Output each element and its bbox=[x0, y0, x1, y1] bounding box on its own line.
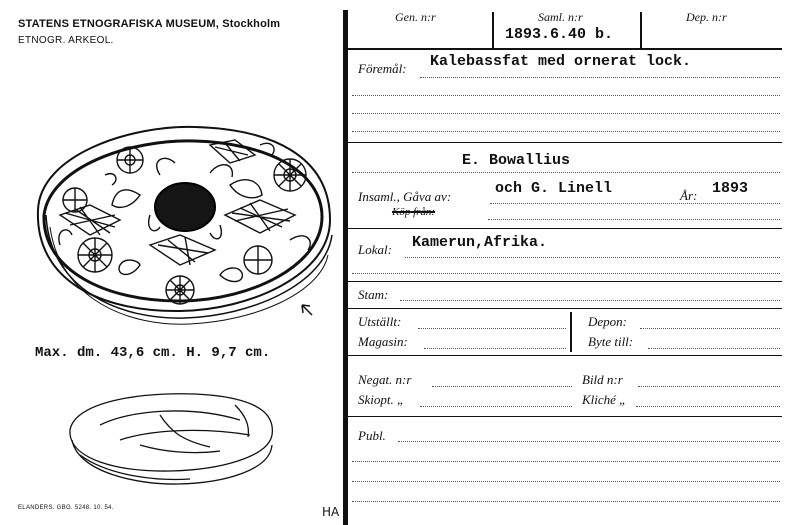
foremal-line-1 bbox=[420, 77, 780, 78]
foremal-label: Föremål: bbox=[358, 61, 407, 76]
header-rule bbox=[348, 48, 782, 50]
dep-nr-label: Dep. n:r bbox=[686, 10, 727, 24]
publ-line-3 bbox=[352, 481, 780, 482]
year-label: År: bbox=[680, 188, 698, 203]
gourd-dish-drawing bbox=[20, 115, 345, 330]
insaml-line-2 bbox=[490, 203, 780, 204]
card-divider bbox=[343, 10, 348, 525]
utstallt-label: Utställt: bbox=[358, 314, 402, 329]
publ-label: Publ. bbox=[358, 428, 386, 443]
depon-rule bbox=[348, 355, 782, 356]
printer-imprint: ELANDERS. GBG. 5248. 10. 54. bbox=[18, 505, 114, 511]
skioppt-label: Skiopt. „ bbox=[358, 392, 405, 407]
kliche-label: Kliché „ bbox=[582, 392, 627, 407]
foremal-line-3 bbox=[352, 113, 780, 114]
byte-label: Byte till: bbox=[588, 334, 634, 349]
publ-line-4 bbox=[352, 501, 780, 502]
depon-line bbox=[640, 328, 780, 329]
lokal-label: Lokal: bbox=[358, 242, 392, 257]
foremal-value: Kalebassfat med ornerat lock. bbox=[430, 53, 692, 70]
collector-line-1: E. Bowallius bbox=[462, 152, 571, 169]
saml-nr-label: Saml. n:r bbox=[538, 10, 583, 24]
dish-profile-sketch bbox=[60, 385, 285, 490]
stam-rule bbox=[348, 308, 782, 309]
stam-label: Stam: bbox=[358, 287, 389, 302]
bild-label: Bild n:r bbox=[582, 372, 623, 387]
depon-separator bbox=[570, 312, 572, 352]
museum-name: STATENS ETNOGRAFISKA MUSEUM, Stockholm bbox=[18, 18, 281, 30]
year-value: 1893 bbox=[712, 180, 749, 197]
negat-label: Negat. n:r bbox=[358, 372, 412, 387]
box-separator-2 bbox=[640, 12, 642, 48]
utstallt-line bbox=[418, 328, 566, 329]
collector-line-2: och G. Linell bbox=[495, 180, 613, 197]
publ-line-2 bbox=[352, 461, 780, 462]
box-separator-1 bbox=[492, 12, 494, 48]
lokal-line-2 bbox=[352, 273, 780, 274]
foremal-rule bbox=[348, 142, 782, 143]
negat-line bbox=[432, 386, 572, 387]
insaml-rule bbox=[348, 228, 782, 229]
struck-kop-fran: Köp från: bbox=[392, 206, 436, 218]
lokal-line-1 bbox=[405, 257, 780, 258]
handwritten-initials: HA bbox=[322, 505, 340, 519]
department-label: ETNOGR. ARKEOL. bbox=[18, 35, 114, 46]
insaml-label: Insaml., Gåva av: bbox=[358, 189, 452, 204]
lokal-rule bbox=[348, 281, 782, 282]
magasin-label: Magasin: bbox=[358, 334, 408, 349]
foremal-line-4 bbox=[352, 131, 780, 132]
dimensions-caption: Max. dm. 43,6 cm. H. 9,7 cm. bbox=[35, 345, 271, 361]
kliche-line bbox=[636, 406, 780, 407]
saml-nr-value: 1893.6.40 b. bbox=[505, 26, 614, 43]
insaml-line-1 bbox=[352, 172, 780, 173]
publ-line-1 bbox=[398, 441, 780, 442]
magasin-line bbox=[424, 348, 566, 349]
bild-rule bbox=[348, 416, 782, 417]
bild-line bbox=[638, 386, 780, 387]
stam-line bbox=[400, 300, 780, 301]
lokal-value: Kamerun,Afrika. bbox=[412, 234, 548, 251]
foremal-line-2 bbox=[352, 95, 780, 96]
skioppt-line bbox=[420, 406, 572, 407]
byte-line bbox=[648, 348, 780, 349]
insaml-line-3 bbox=[488, 219, 780, 220]
gen-nr-label: Gen. n:r bbox=[395, 10, 436, 24]
depon-label: Depon: bbox=[588, 314, 627, 329]
